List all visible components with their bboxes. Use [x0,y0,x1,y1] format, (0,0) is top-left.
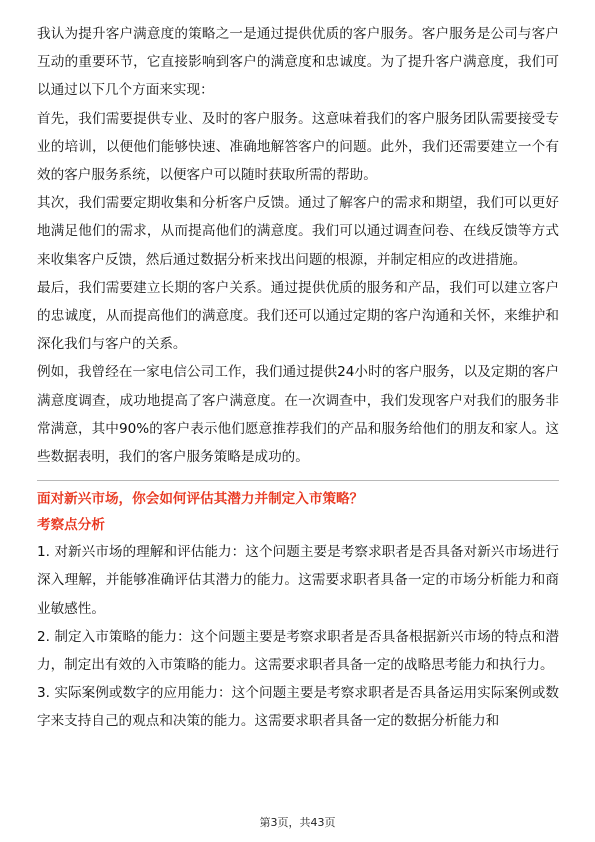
page-content [37,20,559,736]
section-divider [37,480,559,481]
answer-body [37,20,559,471]
question-heading: 面对新兴市场，你会如何评估其潜力并制定入市策略？ [37,491,364,508]
analysis-item: 2. 制定入市策略的能力：这个问题主要是考察求职者是否具备根据新兴市场的特点和潜力，制定出有效的入市策略的能力。这需要求职者具备一定的战略思考能力和执行力。 [37,628,559,674]
intro-paragraph: 我认为提升客户满意度的策略之一是通过提供优质的客户服务。客户服务是公司与客户互动的重要环节，它直接影响到客户的满意度和忠诚度。为了提升客户满意度，我们可以通过以下几个方面来实现： [37,26,559,99]
point-paragraph-first: 首先，我们需要提供专业、及时的客户服务。这意味着我们的客户服务团队需要接受专业的培训，以便他们能够快速、准确地解答客户的问题。此外，我们还需要建立一个有效的客户服务系统，以便客户可以随时获取所需的帮助。 [37,110,559,184]
analysis-item: 1. 对新兴市场的理解和评估能力：这个问题主要是考察求职者是否具备对新兴市场进行深入理解，并能够准确评估其潜力的能力。这需要求职者具备一定的市场分析能力和商业敏感性。 [37,544,559,617]
analysis-list [37,538,559,735]
analysis-title: 考察点分析 [37,517,105,534]
point-paragraph-last: 最后，我们需要建立长期的客户关系。通过提供优质的服务和产品，我们可以建立客户的忠诚度，从而提高他们的满意度。我们还可以通过定期的客户沟通和关怀，来维护和深化我们与客户的关系。 [37,279,559,353]
example-paragraph: 例如，我曾经在一家电信公司工作，我们通过提供24小时的客户服务，以及定期的客户满意度调查，成功地提高了客户满意度。在一次调查中，我们发现客户对我们的服务非常满意，其中90%的客户表示他们愿意推荐我们的产品和服务给他们的朋友和家人。这些数据表明，我们的客户服务策略是成功的。 [37,364,559,466]
page-number: 第3页，共43页 [259,816,336,829]
analysis-item: 3. 实际案例或数字的应用能力：这个问题主要是考察求职者是否具备运用实际案例或数字来支持自己的观点和决策的能力。这需要求职者具备一定的数据分析能力和 [37,685,559,730]
point-paragraph-second: 其次，我们需要定期收集和分析客户反馈。通过了解客户的需求和期望，我们可以更好地满足他们的需求，从而提高他们的满意度。我们可以通过调查问卷、在线反馈等方式来收集客户反馈，然后通过数据分析来找出问题的根源，并制定相应的改进措施。 [37,195,559,268]
